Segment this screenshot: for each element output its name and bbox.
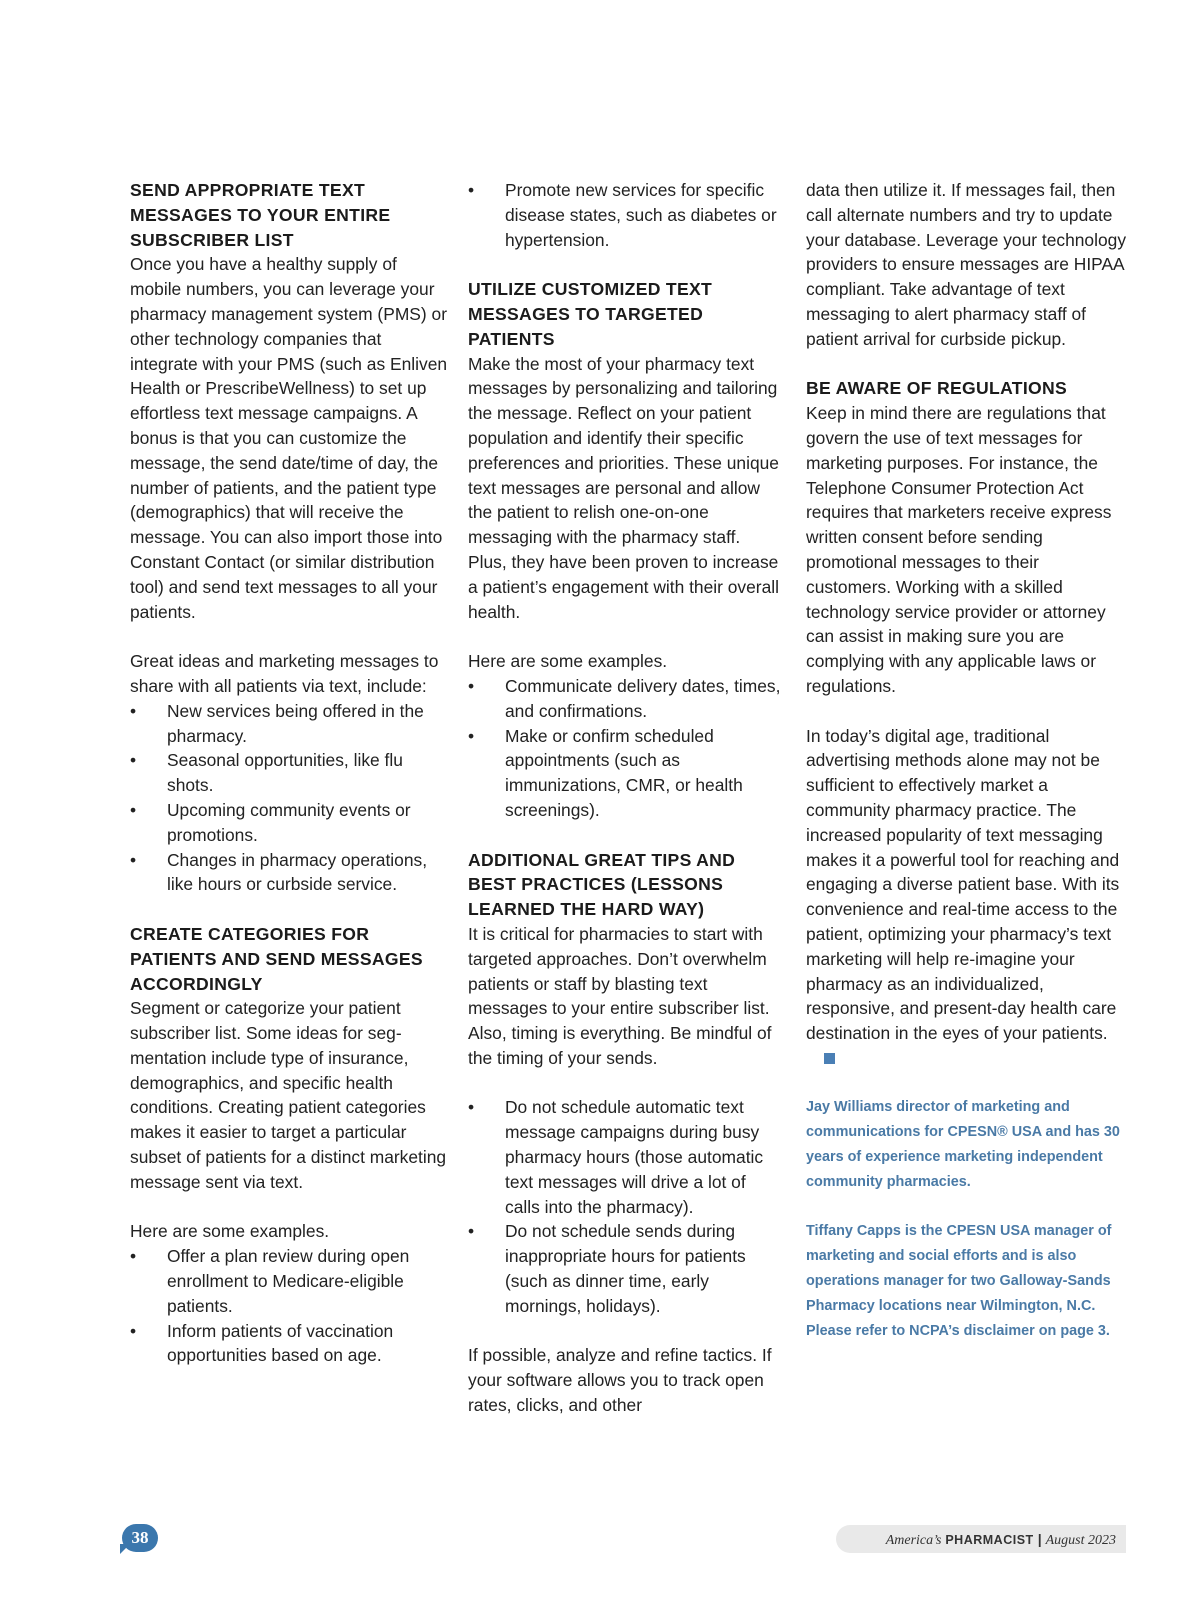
bullet-icon: • bbox=[468, 1221, 475, 1242]
magazine-name: PHARMACIST bbox=[945, 1533, 1034, 1547]
body-paragraph: It is critical for pharmacies to start with targeted approaches. Don’t overwhelm patients or staff by blasting text messages to your entire subscriber list. Also, timing is everything. Be mindful of the timing of your sends. bbox=[468, 923, 772, 1068]
footer-separator: | bbox=[1037, 1531, 1042, 1547]
section-heading: BE AWARE OF REGULATIONS bbox=[806, 378, 1068, 399]
list-item: • Seasonal opportunities, like flu shots. bbox=[130, 750, 403, 796]
bullet-list bbox=[130, 1244, 448, 1368]
author-bio: Tiffany Capps is the CPESN USA manager of marketing and social efforts and is also operations manager for two Galloway-Sands Pharmacy locations near Wilmington, N.C. Please refer to NCPA’s disclaimer on page 3. bbox=[806, 1223, 1112, 1339]
end-of-article-icon bbox=[824, 1053, 835, 1064]
bullet-icon: • bbox=[130, 750, 137, 771]
body-paragraph: Segment or categorize your patient subscriber list. Some ideas for segmentation include type of insurance, demographics, and specific health conditions. Creating patient categories makes it easier to target a particular subset of patients for a distinct marketing message sent via text. bbox=[130, 998, 447, 1192]
magazine-footer bbox=[836, 1525, 1126, 1553]
body-paragraph: Great ideas and marketing messages to share with all patients via text, include: bbox=[130, 651, 439, 696]
list-item: • Changes in pharmacy operations, like hours or curbside service. bbox=[130, 849, 428, 895]
section-heading: UTILIZE CUSTOMIZED TEXT MESSAGES TO TARGETED PATIENTS bbox=[468, 279, 713, 349]
list-item: • Offer a plan review during open enrollment to Medicare-eligible patients. bbox=[130, 1246, 410, 1316]
section-heading: ADDITIONAL GREAT TIPS AND BEST PRACTICES (LESSONS LEARNED THE HARD WAY) bbox=[468, 849, 736, 920]
section-heading: CREATE CATEGORIES FOR PATIENTS AND SEND MESSAGES ACCORDINGLY bbox=[130, 923, 423, 994]
list-item: • New services being offered in the pharmacy. bbox=[130, 700, 424, 746]
list-item: • Do not schedule automatic text message campaigns during busy pharmacy hours (those automatic text messages will drive a lot of calls into the pharmacy). bbox=[468, 1097, 764, 1217]
page-number: 38 bbox=[122, 1524, 158, 1552]
body-paragraph: Once you have a healthy supply of mobile numbers, you can leverage your pharmacy management system (PMS) or other technology companies that integrate with your PMS (such as Enliven Health or PrescribeWellness) to set up effortless text message campaigns. A bonus is that you can customize the message, the send date/time of day, the number of patients, and the patient type (demographics) that will receive the message. You can also import those into Constant Contact (or similar distribution tool) and send text messages to all your patients. bbox=[130, 254, 448, 622]
list-item: • Promote new services for specific disease states, such as diabetes or hypertension. bbox=[468, 180, 777, 250]
bullet-icon: • bbox=[468, 1097, 475, 1118]
body-paragraph: Make the most of your pharmacy text messages by personalizing and tailoring the message. Reflect on your patient population and identify their specific preferences and priorities. These unique text messages are personal and allow the patient to relish one-on-one messaging with the pharmacy staff. Plus, they have been proven to increase a patient’s engagement with their overall health. bbox=[468, 353, 779, 622]
bullet-icon: • bbox=[130, 700, 137, 721]
bullet-icon: • bbox=[468, 180, 475, 200]
author-bio: Jay Williams director of marketing and communications for CPESN® USA and has 30 years of experience marketing independent community pharmacies. bbox=[806, 1099, 1120, 1190]
bullet-list bbox=[468, 1095, 783, 1318]
list-item: • Make or confirm scheduled appointments (such as immunizations, CMR, or health screenings). bbox=[468, 725, 743, 820]
magazine-prefix: America’s bbox=[885, 1533, 942, 1548]
bullet-list bbox=[468, 178, 783, 252]
bullet-icon: • bbox=[468, 675, 475, 696]
bullet-icon: • bbox=[130, 1320, 137, 1341]
bullet-icon: • bbox=[130, 849, 137, 870]
list-item: • Do not schedule sends during inappropriate hours for patients (such as dinner time, early mornings, holidays). bbox=[468, 1221, 746, 1316]
body-paragraph: If possible, analyze and refine tactics. If your software allows you to track open rates, clicks, and other bbox=[468, 1345, 772, 1416]
list-item: • Communicate delivery dates, times, and confirmations. bbox=[468, 675, 781, 721]
body-paragraph: Here are some examples. bbox=[468, 651, 668, 672]
body-paragraph: Here are some examples. bbox=[130, 1221, 330, 1242]
list-item: • Upcoming community events or promotions. bbox=[130, 799, 411, 845]
issue-date: August 2023 bbox=[1045, 1533, 1116, 1548]
body-paragraph: In today’s digital age, traditional advertising methods alone may not be sufficient to effectively market a community pharmacy practice. The increased popularity of text messaging makes it a powerful tool for reaching and engaging a diverse patient base. With its convenience and real-time access to the patient, optimizing your pharmacy’s text marketing will help re-imagine your pharmacy as an individualized, responsive, and present-day health care destination in the eyes of your patients. bbox=[806, 724, 1126, 1071]
article-column-1 bbox=[130, 178, 448, 1368]
list-item: • Inform patients of vaccination opportunities based on age. bbox=[130, 1320, 394, 1366]
bullet-list bbox=[468, 674, 783, 823]
article-column-2 bbox=[468, 178, 783, 1418]
bullet-icon: • bbox=[468, 725, 475, 746]
body-paragraph: Keep in mind there are regulations that govern the use of text messages for marketing purposes. For instance, the Telephone Consumer Protection Act requires that marketers receive express written consent before sending promotional messages to their customers. Working with a skilled technology service provider or attorney can assist in making sure you are complying with any applicable laws or regulations. bbox=[806, 403, 1112, 696]
section-heading: SEND APPROPRIATE TEXT MESSAGES TO YOUR ENTIRE SUBSCRIBER LIST bbox=[130, 180, 391, 250]
body-paragraph: data then utilize it. If messages fail, then call alternate numbers and try to update your database. Leverage your technology providers to ensure messages are HIPAA compliant. Take advantage of text messaging to alert pharmacy staff of patient arrival for curbside pickup. bbox=[806, 180, 1127, 349]
bullet-icon: • bbox=[130, 799, 137, 820]
bullet-icon: • bbox=[130, 1246, 137, 1267]
article-column-3 bbox=[806, 178, 1126, 1343]
bullet-list bbox=[130, 699, 448, 897]
